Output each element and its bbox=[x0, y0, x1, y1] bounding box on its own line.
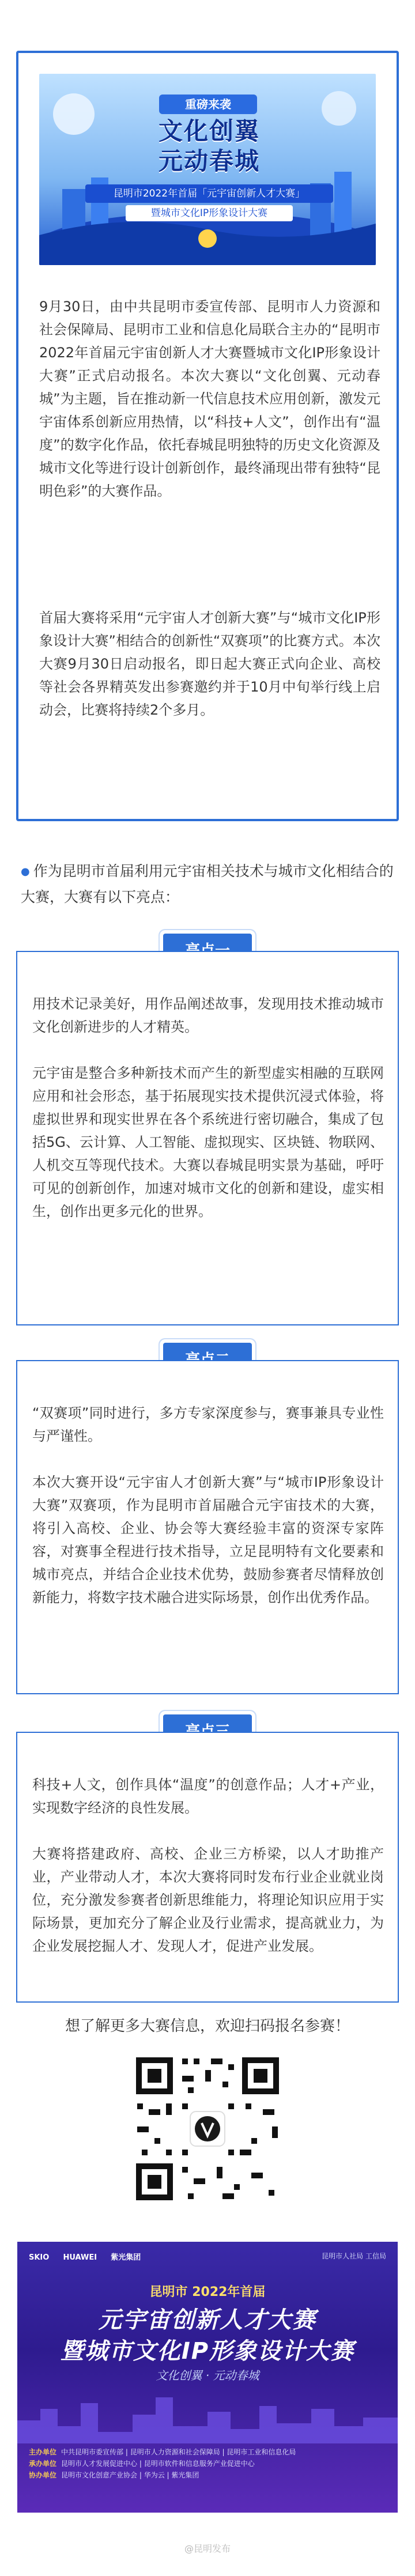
event-poster-banner bbox=[17, 2242, 398, 2513]
banner-title-line1: 文化创翼 bbox=[158, 117, 260, 145]
source-watermark: @昆明发布 bbox=[184, 2543, 231, 2554]
qr-code-icon bbox=[130, 2052, 285, 2206]
highlight-3-paragraph-1: 科技+人文，创作具体“温度”的创意作品；人才+产业，实现数字经济的良性发展。 bbox=[32, 1777, 384, 1816]
highlight-2-card bbox=[16, 1360, 399, 1694]
highlights-lead bbox=[21, 859, 395, 910]
organizer-row: 承办单位 昆明市人才发展促进中心 | 昆明市软件和信息服务产业促进中心 bbox=[29, 2460, 255, 2468]
highlight-2-paragraph-2: 本次大赛开设“元宇宙人才创新大赛”与“城市IP形象设计大赛”双赛项，作为昆明市首届融合元宇宙技术的大赛，将引入高校、企业、协会等大赛经验丰富的资深专家阵容，对赛事全程进行技术指导，立足昆明特有文化要素和城市亮点，并结合企业技术优势，鼓励参赛者尽情释放创新能力，将数字技术融合进实际场景，创作出优秀作品。 bbox=[32, 1474, 384, 1606]
sponsor-logo-2: HUAWEI bbox=[63, 2253, 97, 2262]
poster-skyline-illustration bbox=[17, 2386, 398, 2443]
poster-tagline: 文化创翼 · 元动春城 bbox=[156, 2369, 259, 2382]
intro-card bbox=[16, 51, 399, 821]
organizer-row: 主办单位 中共昆明市委宣传部 | 昆明市人力资源和社会保障局 | 昆明市工业和信息化局 bbox=[29, 2448, 296, 2456]
poster-organizers bbox=[29, 2446, 386, 2481]
highlight-3-card bbox=[16, 1732, 399, 2003]
bullet-dot-icon: ● bbox=[21, 866, 30, 878]
organizer-logos: 昆明市人社局 工信局 bbox=[322, 2252, 386, 2260]
banner-subtitle-1: 昆明市2022年首届「元宇宙创新人才大赛」 bbox=[85, 184, 333, 203]
banner-title-line2: 元动春城 bbox=[158, 147, 260, 175]
highlight-2-paragraph-1: “双赛项”同时进行，多方专家深度参与，赛事兼具专业性与严谨性。 bbox=[32, 1405, 384, 1444]
banner-tag: 重磅来袭 bbox=[159, 95, 257, 114]
banner-subtitle-2: 暨城市文化IP形象设计大赛 bbox=[126, 205, 293, 221]
poster-title-line1: 元宇宙创新人才大赛 bbox=[99, 2307, 316, 2333]
poster-title-line2: 暨城市文化IP形象设计大赛 bbox=[60, 2338, 355, 2365]
sponsor-logo-1: SKIO bbox=[29, 2253, 50, 2262]
signup-qr-code[interactable] bbox=[130, 2052, 285, 2206]
signup-call-to-action: 想了解更多大赛信息，欢迎扫码报名参赛！ bbox=[65, 2018, 350, 2035]
intro-paragraph-2: 首届大赛将采用“元宇宙人才创新大赛”与“城市文化IP形象设计大赛”相结合的创新性“双赛项”的比赛方式。本次大赛9月30日启动报名，即日起大赛正式向企业、高校等社会各界精英发出参赛邀约并于10月中旬举行线上启动会，比赛将持续2个多月。 bbox=[39, 610, 380, 718]
highlight-3-paragraph-2: 大赛将搭建政府、高校、企业三方桥梁，以人才助推产业，产业带动人才，本次大赛将同时发布行业企业就业岗位，充分激发参赛者创新思维能力，将理论知识应用于实际场景，更加充分了解企业及行业需求，提高就业力，为企业发展挖掘人才、发现人才，促进产业发展。 bbox=[32, 1846, 384, 1954]
sponsor-logo-3: 紫光集团 bbox=[111, 2253, 141, 2262]
banner-title bbox=[120, 116, 299, 176]
highlight-1-card bbox=[16, 951, 399, 1325]
highlight-1-paragraph-2: 元宇宙是整合多种新技术而产生的新型虚实相融的互联网应用和社会形态，基于拓展现实技术提供沉浸式体验，将虚拟世界和现实世界在各个系统进行密切融合，集成了包括5G、云计算、人工智能、虚拟现实、区块链、物联网、人机交互等现代技术。大赛以春城昆明实景为基础，呼吁可见的创新创作，加速对城市文化的创新和建设，虚实相生，创作出更多元化的世界。 bbox=[32, 1065, 384, 1219]
poster-heading: 昆明市 2022年首届 bbox=[149, 2285, 266, 2299]
sponsor-logos bbox=[29, 2251, 152, 2262]
highlights-lead-text: 作为昆明市首届利用元宇宙相关技术与城市文化相结合的大赛，大赛有以下亮点： bbox=[21, 863, 394, 905]
intro-paragraph-1: 9月30日，由中共昆明市委宣传部、昆明市人力资源和社会保障局、昆明市工业和信息化局联合主办的“昆明市2022年首届元宇宙创新人才大赛暨城市文化IP形象设计大赛”正式启动报名。本次大赛以“文化创翼、元动春城”为主题，旨在推动新一代信息技术应用创新，激发元宇宙体系创新应用热情，以“科技+人文”，创作出有“温度”的数字化作品，依托春城昆明独特的历史文化资源及城市文化等进行设计创新创作，最终涌现出带有独特“昆明色彩”的大赛作品。 bbox=[39, 299, 380, 499]
event-banner-image bbox=[39, 74, 376, 265]
organizer-row: 协办单位 昆明市文化创意产业协会 | 华为云 | 紫光集团 bbox=[29, 2471, 199, 2479]
highlight-1-paragraph-1: 用技术记录美好，用作品阐述故事，发现用技术推动城市文化创新进步的人才精英。 bbox=[32, 996, 384, 1035]
